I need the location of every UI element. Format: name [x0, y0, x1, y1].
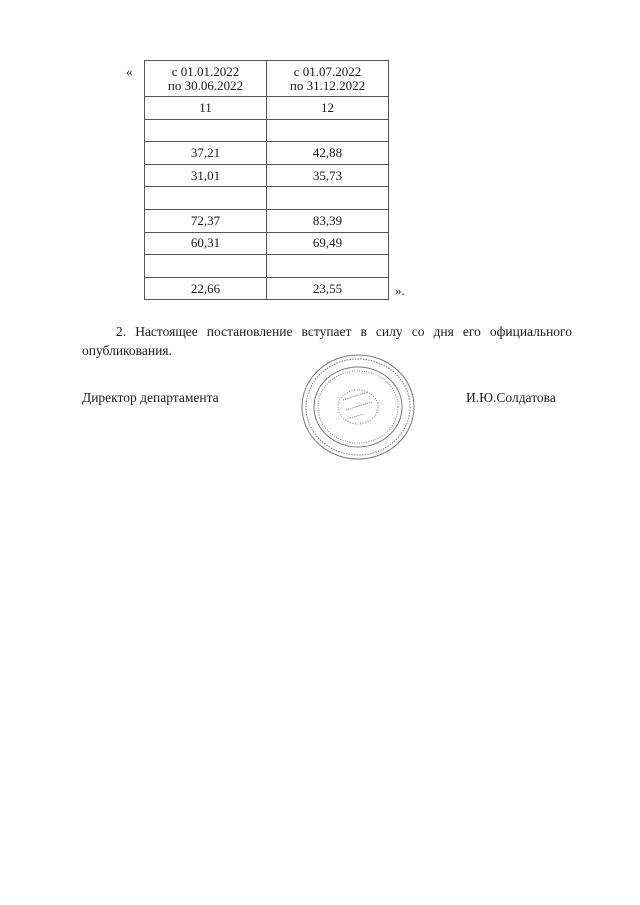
table-cell [267, 255, 389, 278]
table-column-number-row [145, 97, 389, 120]
table-cell: 11 [145, 97, 267, 120]
table-cell: 12 [267, 97, 389, 120]
table-cell: 69,49 [267, 232, 389, 255]
table-row [145, 119, 389, 142]
table-cell: с 01.07.2022 по 31.12.2022 [267, 61, 389, 97]
paragraph-text: 2. Настоящее постановление вступает в силу со дня его официального опубликования. [82, 324, 572, 358]
table-header-row [145, 61, 389, 97]
table-cell: 72,37 [145, 209, 267, 232]
table-cell: 35,73 [267, 164, 389, 187]
table-cell: 83,39 [267, 209, 389, 232]
table-cell [145, 119, 267, 142]
table-row [145, 232, 389, 255]
table-cell [145, 255, 267, 278]
table-row [145, 255, 389, 278]
signatory-title: Директор департамента [82, 390, 219, 405]
table-cell [145, 187, 267, 210]
table-row [145, 187, 389, 210]
table-cell: 23,55 [267, 277, 389, 300]
open-quote: « [126, 64, 133, 79]
table-row [145, 209, 389, 232]
table-cell: 31,01 [145, 164, 267, 187]
table-cell [267, 187, 389, 210]
table-row [145, 142, 389, 165]
signatory-name: И.Ю.Солдатова [466, 390, 556, 405]
table-cell: с 01.01.2022 по 30.06.2022 [145, 61, 267, 97]
tariff-table [144, 60, 389, 300]
close-quote: ». [395, 283, 405, 298]
table-row [145, 277, 389, 300]
table-cell: 22,66 [145, 277, 267, 300]
table-cell: 37,21 [145, 142, 267, 165]
table-cell: 60,31 [145, 232, 267, 255]
table-row [145, 164, 389, 187]
table-cell: 42,88 [267, 142, 389, 165]
official-seal-stamp [298, 352, 418, 462]
table-cell [267, 119, 389, 142]
